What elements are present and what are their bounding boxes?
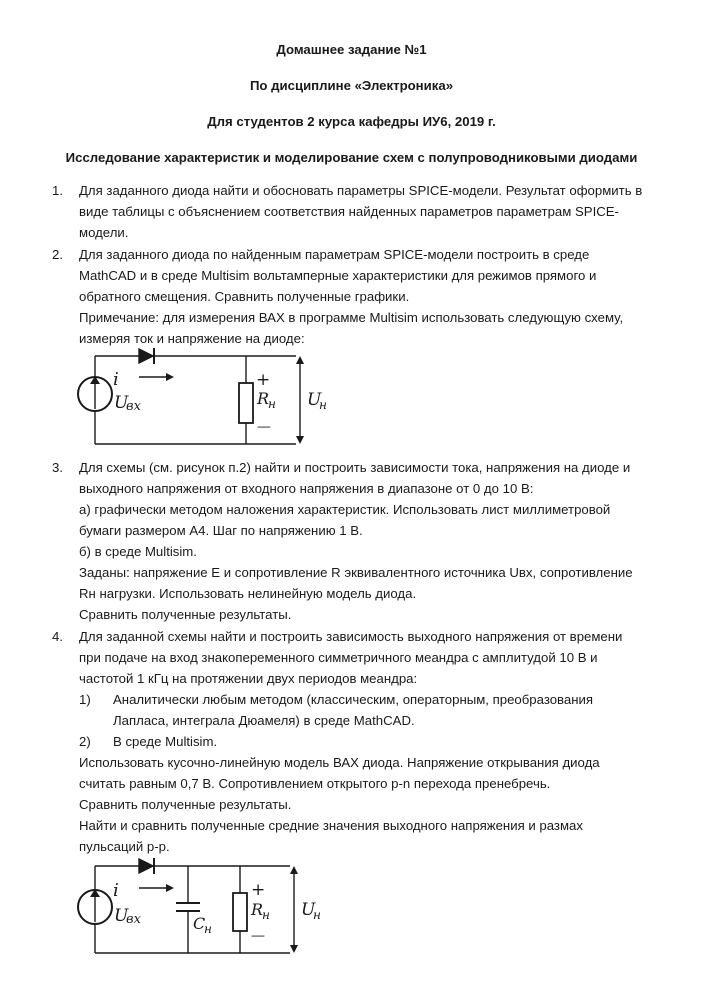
task-3-line: б) в среде Multisim. — [79, 544, 197, 559]
doc-title: Домашнее задание №1 — [276, 42, 427, 57]
task-1-line: модели. — [79, 225, 129, 240]
current-label: i — [113, 880, 119, 901]
task-1-line: Для заданного диода найти и обосновать параметры SPICE-модели. Результат оформить в — [79, 183, 643, 198]
source-sub: вх — [126, 399, 141, 414]
task-1-line: виде таблицы с объяснением соответствия найденных параметров параметрам SPICE- — [79, 204, 619, 219]
task-3-line: Для схемы (см. рисунок п.2) найти и построить зависимости тока, напряжения на диоде и — [79, 460, 631, 475]
doc-topic: Исследование характеристик и моделирование схем с полупроводниковыми диодами — [65, 150, 638, 165]
output-label: U — [301, 900, 316, 920]
subitem-1-number: 1) — [79, 692, 91, 707]
doc-discipline: По дисциплине «Электроника» — [249, 78, 454, 93]
capacitor-sub: н — [204, 922, 212, 936]
diode-icon — [139, 859, 153, 873]
task-2-number: 2. — [52, 247, 63, 262]
resistor-sub: н — [262, 908, 270, 922]
task-4-after-line: считать равным 0,7 В. Сопротивлением открытого p-n перехода пренебречь. — [79, 776, 551, 791]
task-3-line: Заданы: напряжение E и сопротивление R эквивалентного источника Uвх, сопротивление — [79, 565, 633, 580]
resistor-icon — [233, 893, 247, 931]
task-3-number: 3. — [52, 460, 63, 475]
output-sub: н — [319, 398, 327, 412]
task-4-after-line: Использовать кусочно-линейную модель ВАХ диода. Напряжение открывания диода — [79, 755, 600, 770]
output-sub: н — [313, 908, 321, 922]
task-2-line: Для заданного диода по найденным параметрам SPICE-модели построить в среде — [79, 247, 590, 262]
task-4-number: 4. — [52, 629, 63, 644]
subitem-2-line: В среде Multisim. — [113, 734, 218, 749]
resistor-sub: н — [268, 397, 276, 411]
minus-sign: — — [257, 419, 271, 435]
source-label: U — [114, 393, 129, 413]
task-4-after-line: Найти и сравнить полученные средние значения выходного напряжения и размах — [79, 818, 583, 833]
plus-sign: + — [251, 880, 266, 900]
resistor-label: R — [251, 900, 264, 919]
task-3-line: Rн нагрузки. Использовать нелинейную модель диода. — [79, 586, 417, 601]
task-4-line: при подаче на вход знакопеременного симметричного меандра с амплитудой 10 В и — [79, 650, 598, 665]
task-4-line: Для заданной схемы найти и построить зависимость выходного напряжения от времени — [79, 629, 623, 644]
task-3-line: а) графически методом наложения характеристик. Использовать лист миллиметровой — [79, 502, 611, 517]
current-label: i — [113, 369, 119, 390]
source-sub: вх — [126, 912, 141, 927]
task-4-line: частотой 1 кГц на протяжении двух периодов меандра: — [79, 671, 418, 686]
task-1-number: 1. — [52, 183, 63, 198]
task-2-line: обратного смещения. Сравнить полученные графики. — [79, 289, 410, 304]
resistor-label: R — [257, 389, 270, 408]
source-label: U — [114, 906, 129, 926]
plus-sign: + — [256, 370, 271, 390]
task-3-line: выходного напряжения от входного напряжения в диапазоне от 0 до 10 В: — [79, 481, 534, 496]
subitem-1-line: Аналитически любым методом (классическим, операторным, преобразования — [113, 692, 594, 707]
task-2-line: MathCAD и в среде Multisim вольтамперные характеристики для режимов прямого и — [79, 268, 597, 283]
output-label: U — [307, 390, 322, 410]
task-4-after-line: пульсаций p-p. — [79, 839, 170, 854]
minus-sign: — — [251, 928, 265, 944]
doc-audience: Для студентов 2 курса кафедры ИУ6, 2019 г. — [207, 114, 496, 129]
capacitor-label: C — [193, 914, 206, 933]
task-2-note: Примечание: для измерения ВАХ в программе Multisim использовать следующую схему, — [79, 310, 624, 325]
subitem-1-line: Лапласа, интеграла Дюамеля) в среде MathCAD. — [113, 713, 415, 728]
task-4-after-line: Сравнить полученные результаты. — [79, 797, 292, 812]
subitem-2-number: 2) — [79, 734, 91, 749]
task-2-note: измеряя ток и напряжение на диоде: — [79, 331, 305, 346]
task-3-line: Сравнить полученные результаты. — [79, 607, 292, 622]
current-arrow-icon — [166, 884, 174, 892]
task-3-line: бумаги размером А4. Шаг по напряжению 1 В. — [79, 523, 363, 538]
